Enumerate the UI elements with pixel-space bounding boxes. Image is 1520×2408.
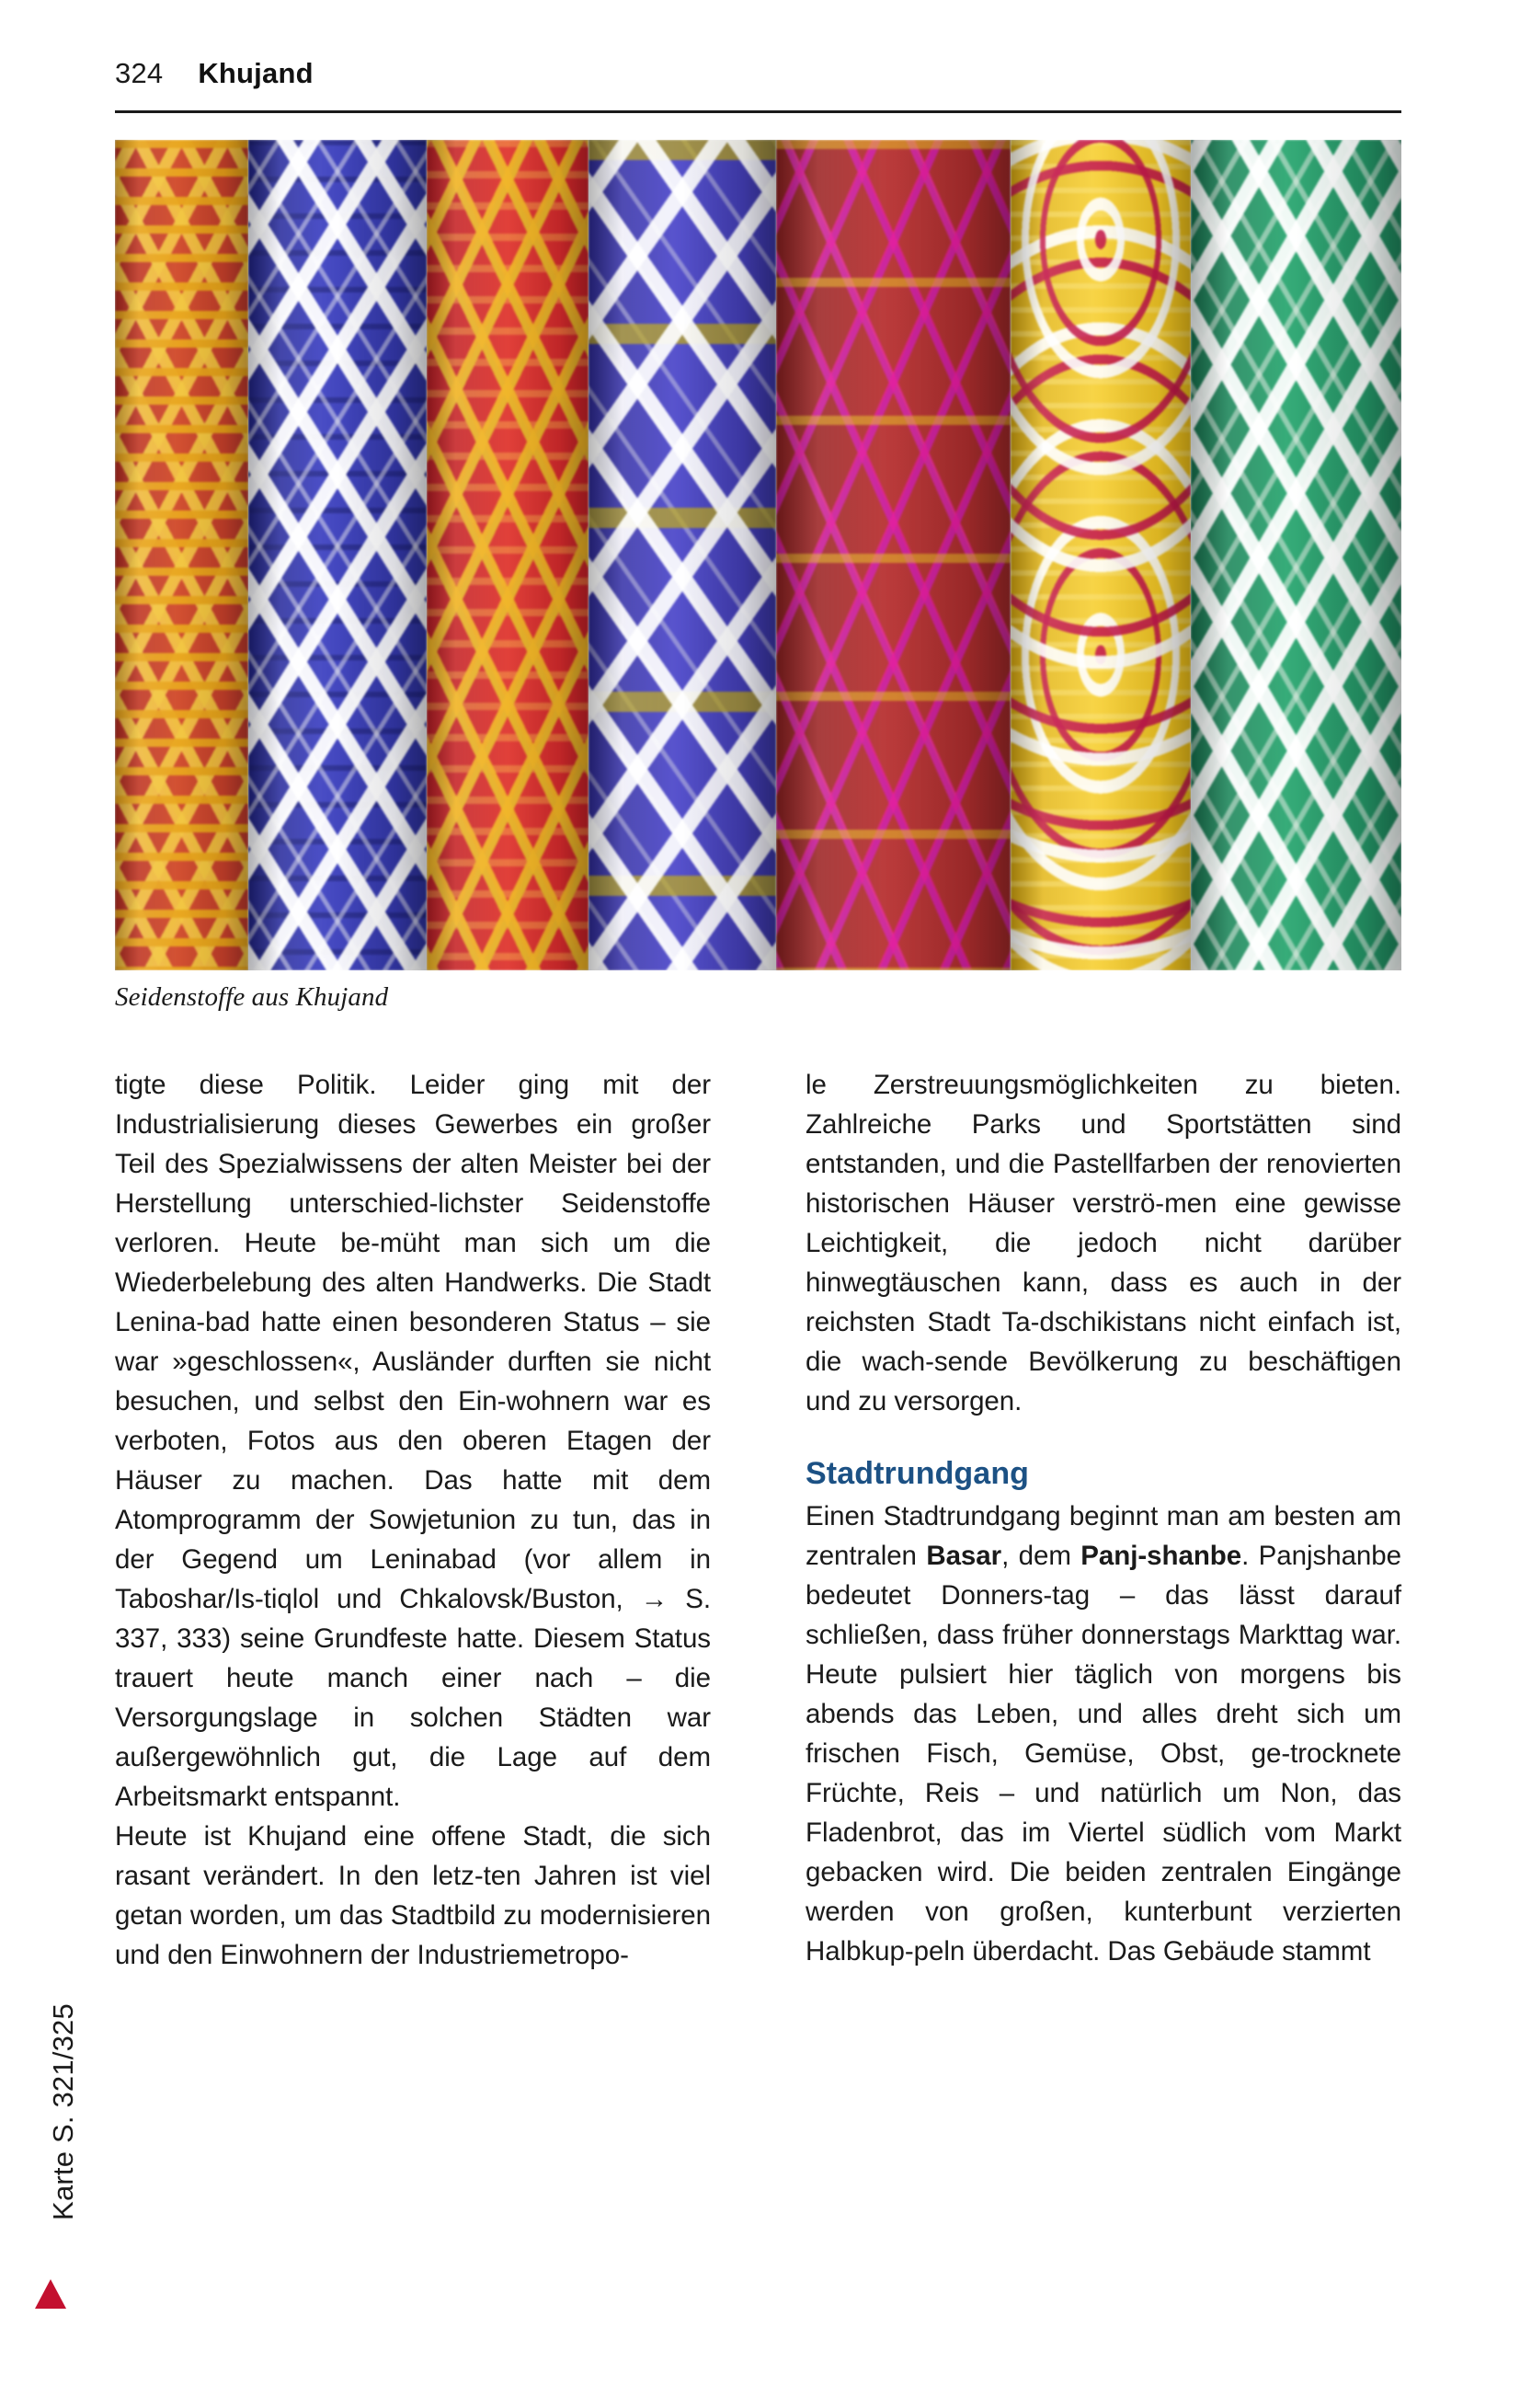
figure-photo-silk-fabrics — [115, 140, 1401, 970]
ikat-panel-blue-white — [248, 140, 426, 970]
figure-caption: Seidenstoffe aus Khujand — [115, 982, 389, 1012]
margin-map-reference-label: Karte S. 321/325 — [47, 2003, 79, 2220]
ikat-panel-red-gold — [115, 140, 248, 970]
text-run-c: . Panjshanbe bedeutet Donners-tag – das lässt darauf schließen, dass früher donnerstags Markttag war. Heute pulsiert hier täglich von morgens bis abends das Leben, und alles dreht sich um frischen Fisch, Gemüse, Obst, ge-trocknete Früchte, Reis – und natürlich um Non, das Fladenbrot, das im Viertel südlich vom Markt gebacken wird. Die beiden zentralen Eingänge werden von großen, kunterbunt verzierten Halbkup-peln überdacht. Das Gebäude stammt — [806, 1541, 1401, 1967]
column-left — [115, 1065, 711, 1975]
paragraph-right-1: le Zerstreuungsmöglichkeiten zu bieten. Zahlreiche Parks und Sportstätten sind entstanden, und die Pastellfarben der renovierten historischen Häuser verströ-men eine gewisse Leichtigkeit, die jedoch nicht darüber hinwegtäuschen kann, dass es auch in der reichsten Stadt Ta-dschikistans nicht einfach ist, die wach-sende Bevölkerung zu beschäftigen und zu versorgen. — [806, 1070, 1401, 1416]
triangle-marker-icon — [35, 2279, 66, 2309]
ikat-panel-red-teal — [427, 140, 589, 970]
paragraph-left-1: tigte diese Politik. Leider ging mit der Industrialisierung dieses Gewerbes ein großer Teil des Spezialwissens der alten Meister bei der Herstellung unterschied-lichster Seidenstoffe verloren. Heute be-müht man sich um die Wiederbelebung des alten Handwerks. Die Stadt Lenina-bad hatte einen besonderen Status – sie war »geschlossen«, Ausländer durften sie nicht besuchen, und selbst den Ein-wohnern war es verboten, Fotos aus den oberen Etagen der Häuser zu machen. Das hatte mit dem Atomprogramm der Sowjetunion zu tun, das in der Gegend um Leninabad (vor allem in Taboshar/Is-tiqlol und Chkalovsk/Buston, → S. 337, 333) seine Grundfeste hatte. Diesem Status trauert heute manch einer nach – die Versorgungslage in solchen Städten war außergewöhnlich gut, die Lage auf dem Arbeitsmarkt entspannt. — [115, 1070, 711, 1812]
ikat-panel-violet-olive — [589, 140, 776, 970]
running-head — [115, 57, 1402, 90]
term-panjshanbe: Panj-shanbe — [1080, 1541, 1242, 1571]
paragraph-right-2 — [806, 1495, 1401, 1971]
margin-map-reference — [31, 1987, 86, 2318]
ikat-panel-crimson-magenta — [776, 140, 1011, 970]
column-right — [806, 1065, 1401, 1971]
section-heading-stadtrundgang: Stadtrundgang — [806, 1456, 1030, 1491]
ikat-panel-green-white — [1191, 140, 1401, 970]
paragraph-left-2: Heute ist Khujand eine offene Stadt, die sich rasant verändert. In den letz-ten Jahren ist viel getan worden, um das Stadtbild zu modernisieren und den Einwohnern der Industriemetropo- — [115, 1821, 711, 1970]
chapter-title: Khujand — [198, 57, 314, 89]
ikat-panel-yellow-rose — [1011, 140, 1191, 970]
page-number: 324 — [115, 57, 164, 89]
header-rule — [115, 110, 1401, 113]
term-basar: Basar — [926, 1541, 1002, 1571]
text-run-a: Einen Stadtrundgang beginnt man am besten am zentralen — [806, 1501, 1401, 1571]
text-run-b: , dem — [1001, 1541, 1081, 1571]
